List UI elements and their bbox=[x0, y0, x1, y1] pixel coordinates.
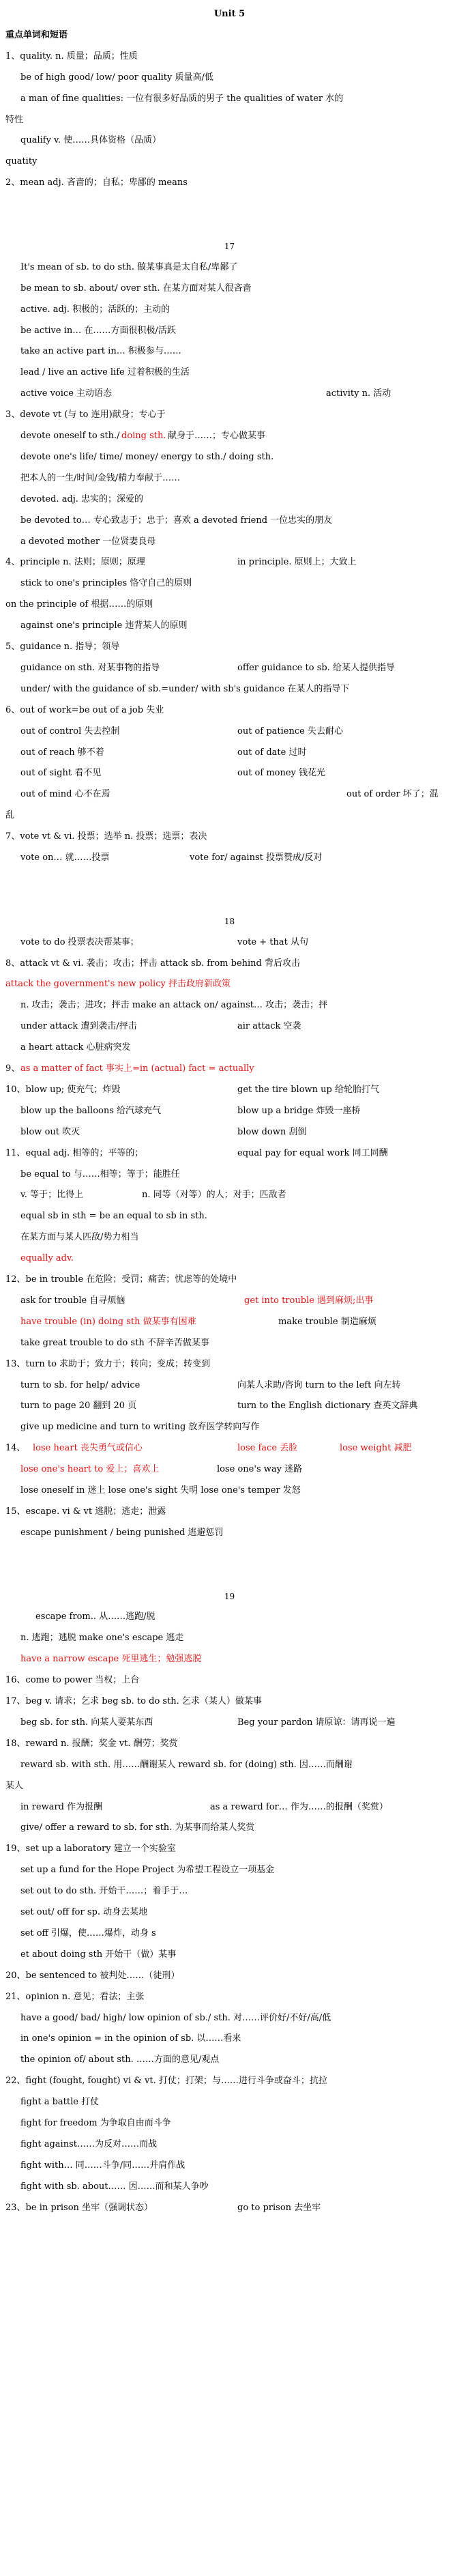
text-line bbox=[0, 1270, 459, 1290]
text-line bbox=[0, 1333, 459, 1354]
text-line bbox=[0, 1945, 459, 1965]
text-segment: in one's opinion = in the opinion of sb. 以……看来 bbox=[20, 2033, 241, 2044]
text-line bbox=[0, 1818, 459, 1838]
text-segment: out of patience 失去耐心 bbox=[237, 726, 343, 736]
text-segment: attack the government's new policy 抨击政府新政策 bbox=[5, 979, 231, 990]
text-segment: active voice 主动语态 bbox=[20, 388, 113, 399]
text-line bbox=[0, 532, 459, 552]
text-segment: get into trouble 遇到麻烦;出事 bbox=[244, 1295, 374, 1306]
text-segment: be active in… 在……方面很积极/活跃 bbox=[20, 325, 176, 336]
text-segment: active. adj. 积极的；活跃的；主动的 bbox=[20, 304, 171, 315]
text-segment: 21、opinion n. 意见；看法；主张 bbox=[5, 1991, 145, 2002]
text-segment: escape from.. 从……逃跑/脱 bbox=[35, 1612, 156, 1622]
text-segment: give/ offer a reward to sb. for sth. 为某事而给某人奖赏 bbox=[20, 1822, 255, 1833]
text-line bbox=[0, 573, 459, 594]
text-segment: 4、principle n. 法则；原则；原理 bbox=[5, 557, 145, 568]
text-line bbox=[0, 1291, 459, 1311]
text-segment: fight against……为反对……而战 bbox=[20, 2138, 157, 2149]
text-segment: out of reach 够不着 bbox=[20, 747, 104, 758]
text-segment: lose heart 丧失勇气或信心 bbox=[33, 1443, 143, 1454]
text-segment: as a reward for… 作为……的报酬（奖赏） bbox=[210, 1801, 388, 1812]
text-line bbox=[0, 1312, 459, 1332]
blank-line bbox=[0, 1544, 459, 1564]
text-segment: as a matter of fact 事实上=in (actual) fact = actually bbox=[20, 1063, 254, 1074]
text-line bbox=[0, 89, 459, 109]
text-line bbox=[0, 489, 459, 510]
text-segment: set out/ off for sp. 动身去某地 bbox=[20, 1907, 148, 1917]
text-segment: n. 同等（对等）的人；对手；匹敌者 bbox=[142, 1190, 286, 1201]
text-line bbox=[0, 679, 459, 700]
text-line bbox=[0, 1248, 459, 1269]
text-line bbox=[0, 1902, 459, 1923]
text-segment: 10、blow up; 使充气；炸毁 bbox=[5, 1084, 121, 1095]
text-segment: 重点单词和短语 bbox=[5, 29, 68, 40]
blank-line bbox=[0, 869, 459, 889]
text-line bbox=[0, 1586, 459, 1607]
text-segment: stick to one's principles 恪守自己的原则 bbox=[20, 578, 192, 589]
text-segment: vote on… 就……投票 bbox=[20, 853, 110, 863]
text-line bbox=[0, 552, 459, 573]
text-line bbox=[0, 1206, 459, 1227]
text-segment: 9、 bbox=[5, 1063, 20, 1074]
text-line bbox=[0, 1122, 459, 1143]
text-segment: be mean to sb. about/ over sth. 在某方面对某人很吝啬 bbox=[20, 283, 252, 294]
text-line bbox=[0, 1839, 459, 1859]
text-segment: ask for trouble 自寻烦恼 bbox=[20, 1295, 125, 1306]
text-segment: blow up a bridge 炸毁一座桥 bbox=[237, 1105, 361, 1116]
text-line bbox=[0, 2071, 459, 2091]
text-segment: have a good/ bad/ high/ low opinion of sb./ sth. 对……评价好/不好/高/低 bbox=[20, 2012, 331, 2023]
text-segment: make trouble 制造麻烦 bbox=[278, 1316, 376, 1327]
text-line bbox=[0, 1459, 459, 1480]
text-segment: devoted. adj. 忠实的；深爱的 bbox=[20, 493, 144, 504]
text-line bbox=[0, 805, 459, 826]
text-segment: 12、be in trouble 在危险；受罚；痛苦；忧虑等的处境中 bbox=[5, 1274, 237, 1285]
blank-line bbox=[0, 194, 459, 214]
text-segment: 19、set up a laboratory 建立一个实验室 bbox=[5, 1844, 176, 1855]
text-segment: devote oneself to sth./ bbox=[20, 431, 120, 441]
text-segment: 20、be sentenced to 被判处……（徒刑） bbox=[5, 1970, 180, 1981]
text-line bbox=[0, 110, 459, 130]
text-segment: fight a battle 打仗 bbox=[20, 2097, 100, 2108]
text-line bbox=[0, 447, 459, 468]
text-segment: vote for/ against 投票赞成/反对 bbox=[190, 853, 323, 863]
page-number: 17 bbox=[224, 241, 235, 251]
text-segment: 把本人的一生/时间/金钱/精力奉献于…… bbox=[20, 472, 181, 483]
text-segment: quatity bbox=[5, 156, 38, 167]
text-segment: equal sb in sth = be an equal to sb in sth. bbox=[20, 1211, 207, 1222]
text-line bbox=[0, 1860, 459, 1880]
text-line bbox=[0, 743, 459, 763]
text-line bbox=[0, 1080, 459, 1100]
text-segment: It's mean of sb. to do sth. 做某事真是太自私/卑鄙了 bbox=[20, 261, 238, 272]
text-segment: out of control 失去控制 bbox=[20, 726, 120, 736]
text-segment: be of high good/ low/ poor quality 质量高/低 bbox=[20, 72, 213, 83]
text-segment: out of date 过时 bbox=[237, 747, 307, 758]
text-line bbox=[0, 257, 459, 278]
text-segment: have a narrow escape 死里逃生；勉强逃脱 bbox=[20, 1654, 202, 1665]
text-segment: under attack 遭到袭击/抨击 bbox=[20, 1021, 137, 1032]
text-line bbox=[0, 46, 459, 67]
text-segment: fight for freedom 为争取自由而斗争 bbox=[20, 2118, 171, 2128]
text-line bbox=[0, 932, 459, 953]
text-line bbox=[0, 2029, 459, 2049]
text-line bbox=[0, 1438, 459, 1459]
text-segment: Unit 5 bbox=[213, 9, 246, 19]
text-segment: lose oneself in 迷上 lose one's sight 失明 lose one's temper 发怒 bbox=[20, 1485, 301, 1495]
text-line bbox=[0, 173, 459, 193]
text-line bbox=[0, 341, 459, 362]
text-segment: blow up the balloons 给汽球充气 bbox=[20, 1105, 162, 1116]
text-line bbox=[0, 130, 459, 151]
text-segment: Beg your pardon 请原谅：请再说一遍 bbox=[237, 1717, 396, 1728]
text-line bbox=[0, 1375, 459, 1396]
text-line bbox=[0, 1734, 459, 1754]
blank-line bbox=[0, 890, 459, 911]
text-segment: lose weight 减肥 bbox=[340, 1443, 412, 1454]
text-segment: 特性 bbox=[5, 114, 24, 125]
text-segment: guidance on sth. 对某事物的指导 bbox=[20, 662, 160, 673]
text-line bbox=[0, 405, 459, 425]
text-line bbox=[0, 1881, 459, 1902]
text-segment: turn to the English dictionary 查英文辞典 bbox=[237, 1401, 418, 1412]
text-line bbox=[0, 1755, 459, 1775]
text-line bbox=[0, 827, 459, 847]
text-line bbox=[0, 995, 459, 1016]
text-line bbox=[0, 300, 459, 320]
text-line bbox=[0, 1185, 459, 1205]
text-segment: give up medicine and turn to writing 放弃医学转向写作 bbox=[20, 1422, 260, 1433]
text-segment: reward sb. with sth. 用……酬谢某人 reward sb. for (doing) sth. 因……而酬谢 bbox=[20, 1759, 353, 1770]
text-segment: turn to sb. for help/ advice bbox=[20, 1379, 140, 1390]
text-segment: equally adv. bbox=[20, 1253, 74, 1264]
text-segment: activity n. 活动 bbox=[326, 388, 391, 399]
text-line bbox=[0, 1987, 459, 2007]
text-line bbox=[0, 1691, 459, 1712]
text-segment: doing sth. bbox=[121, 431, 166, 441]
text-segment: n. 攻击；袭击；进攻；抨击 make an attack on/ against… 攻击；袭击；抨 bbox=[20, 1000, 328, 1011]
text-segment: 16、come to power 当权；上台 bbox=[5, 1675, 140, 1686]
text-segment: set up a fund for the Hope Project 为希望工程设立一项基金 bbox=[20, 1865, 275, 1876]
text-segment: get the tire blown up 给轮胎打气 bbox=[237, 1084, 379, 1095]
text-line bbox=[0, 321, 459, 341]
text-segment: n. 逃跑；逃脱 make one's escape 逃走 bbox=[20, 1633, 184, 1644]
text-line bbox=[0, 2134, 459, 2155]
text-segment: out of mind 心不在焉 bbox=[20, 789, 110, 800]
text-line bbox=[0, 954, 459, 974]
text-line bbox=[0, 236, 459, 257]
text-segment: equal pay for equal work 同工同酬 bbox=[237, 1147, 388, 1158]
text-line bbox=[0, 763, 459, 784]
text-line bbox=[0, 1143, 459, 1164]
text-line bbox=[0, 700, 459, 721]
text-line bbox=[0, 1649, 459, 1670]
text-segment: set off 引爆，使……爆炸，动身 s bbox=[20, 1928, 156, 1938]
text-segment: air attack 空袭 bbox=[237, 1021, 301, 1032]
text-segment: 5、guidance n. 指导；领导 bbox=[5, 642, 120, 652]
text-line bbox=[0, 721, 459, 742]
text-segment: vote + that 从句 bbox=[237, 936, 308, 947]
text-line bbox=[0, 25, 459, 46]
text-line bbox=[0, 2092, 459, 2113]
text-segment: 17、beg v. 请求；乞求 beg sb. to do sth. 乞求（某人）做某事 bbox=[5, 1696, 262, 1706]
text-line bbox=[0, 362, 459, 383]
text-line bbox=[0, 616, 459, 636]
text-line bbox=[0, 1670, 459, 1691]
text-line bbox=[0, 426, 459, 446]
text-segment: 14、 bbox=[5, 1443, 26, 1454]
text-segment: 13、turn to 求助于；致力于；转向；变成；转变到 bbox=[5, 1358, 211, 1369]
text-segment: 15、escape. vi & vt 逃脱；逃走；泄露 bbox=[5, 1506, 166, 1517]
blank-line bbox=[0, 1565, 459, 1586]
text-segment: 某人 bbox=[5, 1780, 24, 1791]
text-segment: 23、be in prison 坐牢（强调状态） bbox=[5, 2202, 153, 2213]
text-line bbox=[0, 1016, 459, 1037]
text-segment: 22、fight (fought, fought) vi & vt. 打仗；打架；与……进行斗争或奋斗；抗拉 bbox=[5, 2076, 327, 2087]
text-segment: set out to do sth. 开始干……；着手于… bbox=[20, 1886, 188, 1897]
text-segment: blow down 刮倒 bbox=[237, 1126, 307, 1137]
text-line bbox=[0, 2050, 459, 2070]
text-line bbox=[0, 2008, 459, 2029]
text-segment: devote one's life/ time/ money/ energy to sth./ doing sth. bbox=[20, 451, 274, 462]
text-segment: under/ with the guidance of sb.=under/ with sb's guidance 在某人的指导下 bbox=[20, 683, 350, 694]
text-segment: be devoted to… 专心致志于；忠于；喜欢 a devoted friend 一位忠实的朋友 bbox=[20, 515, 333, 526]
text-line bbox=[0, 1480, 459, 1501]
blank-line bbox=[0, 215, 459, 235]
text-line bbox=[0, 911, 459, 932]
text-line bbox=[0, 1037, 459, 1058]
text-line bbox=[0, 511, 459, 531]
text-segment: 8、attack vt & vi. 袭击；攻击；抨击 attack sb. from behind 背后攻击 bbox=[5, 958, 300, 969]
text-line bbox=[0, 2177, 459, 2197]
text-segment: go to prison 去坐牢 bbox=[237, 2202, 321, 2213]
text-segment: vote to do 投票表决帮某事； bbox=[20, 936, 139, 947]
text-segment: 3、devote vt (与 to 连用)献身；专心于 bbox=[5, 410, 166, 420]
text-line bbox=[0, 848, 459, 868]
text-line bbox=[0, 1523, 459, 1543]
text-segment: on the principle of 根据……的原则 bbox=[5, 599, 153, 610]
text-segment: be equal to 与……相等；等于；能胜任 bbox=[20, 1169, 180, 1179]
text-segment: in reward 作为报酬 bbox=[20, 1801, 103, 1812]
text-line bbox=[0, 1923, 459, 1944]
text-line bbox=[0, 1354, 459, 1375]
text-line bbox=[0, 637, 459, 657]
text-line bbox=[0, 1396, 459, 1416]
text-segment: escape punishment / being punished 逃避惩罚 bbox=[20, 1527, 224, 1538]
text-line bbox=[0, 384, 459, 404]
text-segment: blow out 吹灭 bbox=[20, 1126, 80, 1137]
text-segment: fight with… 同……斗争/同……并肩作战 bbox=[20, 2160, 186, 2171]
text-segment: out of sight 看不见 bbox=[20, 768, 102, 779]
text-segment: against one's principle 违背某人的原则 bbox=[20, 620, 188, 631]
text-line bbox=[0, 1227, 459, 1248]
text-segment: the opinion of/ about sth. ……方面的意见/观点 bbox=[20, 2055, 220, 2065]
text-line bbox=[0, 68, 459, 88]
text-segment: a devoted mother 一位贤妻良母 bbox=[20, 536, 156, 547]
text-line bbox=[0, 1797, 459, 1818]
text-line bbox=[0, 595, 459, 615]
text-segment: 献身于……；专心做某事 bbox=[168, 431, 266, 441]
text-line bbox=[0, 1417, 459, 1437]
page-number: 18 bbox=[224, 916, 235, 926]
text-segment: 向某人求助/咨询 turn to the left 向左转 bbox=[237, 1379, 401, 1390]
text-line bbox=[0, 278, 459, 299]
text-segment: out of order 坏了；混 bbox=[346, 789, 439, 800]
text-line bbox=[0, 784, 459, 805]
text-segment: 2、mean adj. 吝啬的；自私；卑鄙的 means bbox=[5, 177, 188, 188]
text-segment: offer guidance to sb. 给某人提供指导 bbox=[237, 662, 395, 673]
text-segment: et about doing sth 开始干（做）某事 bbox=[20, 1949, 177, 1960]
text-line bbox=[0, 1607, 459, 1627]
text-line bbox=[0, 468, 459, 489]
text-segment: 11、equal adj. 相等的；平等的； bbox=[5, 1147, 144, 1158]
text-line bbox=[0, 1776, 459, 1797]
text-line bbox=[0, 1164, 459, 1185]
text-segment: 6、out of work=be out of a job 失业 bbox=[5, 704, 164, 715]
text-line bbox=[0, 1502, 459, 1522]
text-segment: fight with sb. about…… 因……而和某人争吵 bbox=[20, 2181, 209, 2192]
text-segment: 乱 bbox=[5, 810, 15, 821]
page-number: 19 bbox=[224, 1591, 235, 1601]
text-segment: lose one's heart to 爱上；喜欢上 bbox=[20, 1464, 160, 1475]
text-segment: take great trouble to do sth 不辞辛苦做某事 bbox=[20, 1337, 209, 1348]
text-line bbox=[0, 1628, 459, 1648]
text-segment: in principle. 原则上；大致上 bbox=[237, 557, 357, 568]
text-segment: a man of fine qualities: 一位有很多好品质的男子 the qualities of water 水的 bbox=[20, 93, 344, 104]
text-segment: lose one's way 迷路 bbox=[217, 1464, 303, 1475]
text-line bbox=[0, 658, 459, 678]
text-line bbox=[0, 4, 459, 25]
text-line bbox=[0, 2113, 459, 2134]
text-segment: lose face 丢脸 bbox=[237, 1443, 298, 1454]
text-line bbox=[0, 974, 459, 994]
text-line bbox=[0, 2156, 459, 2176]
text-segment: 在某方面与某人匹敌/势力相当 bbox=[20, 1232, 139, 1243]
text-line bbox=[0, 152, 459, 172]
text-segment: take an active part in… 积极参与…… bbox=[20, 346, 181, 357]
text-segment: have trouble (in) doing sth 做某事有困难 bbox=[20, 1316, 196, 1327]
text-segment: qualify v. 使……具体资格（品质） bbox=[20, 135, 162, 146]
text-segment: lead / live an active life 过着积极的生活 bbox=[20, 367, 190, 378]
text-line bbox=[0, 2198, 459, 2218]
text-line bbox=[0, 1713, 459, 1733]
text-segment: beg sb. for sth. 向某人要某东西 bbox=[20, 1717, 153, 1728]
text-line bbox=[0, 1101, 459, 1121]
text-segment: out of money 钱花光 bbox=[237, 768, 326, 779]
text-segment: turn to page 20 翻到 20 页 bbox=[20, 1401, 137, 1412]
text-line bbox=[0, 1059, 459, 1079]
text-segment: 1、quality. n. 质量；品质；性质 bbox=[5, 51, 138, 61]
text-segment: v. 等于；比得上 bbox=[20, 1190, 84, 1201]
text-segment: a heart attack 心脏病突发 bbox=[20, 1042, 131, 1053]
text-segment: 18、reward n. 报酬；奖金 vt. 酬劳；奖赏 bbox=[5, 1738, 178, 1749]
text-line bbox=[0, 1966, 459, 1986]
text-segment: 7、vote vt & vi. 投票；选举 n. 投票；选票；表决 bbox=[5, 831, 207, 842]
